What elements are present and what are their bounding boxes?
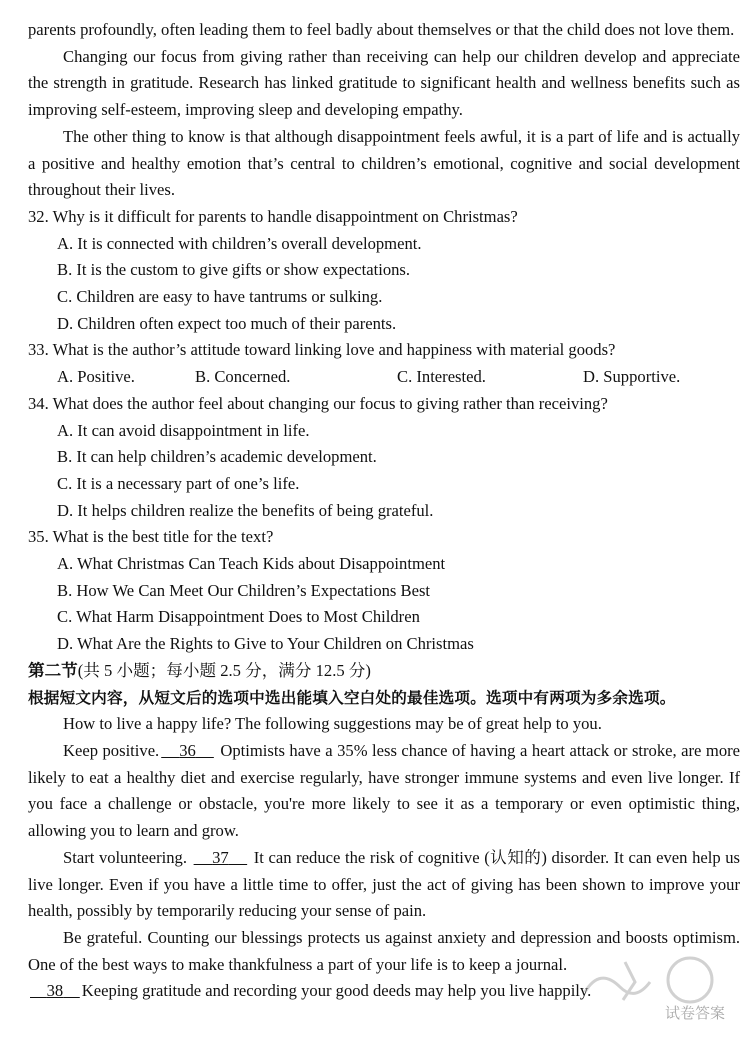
passage2-intro: How to live a happy life? The following suggestions may be of great help to you. xyxy=(63,714,602,734)
paragraph-body: It can reduce the risk of cognitive (认知的) disorder. It can even help us live longer. Even if you have a little time to offer, just the act of giving has been shown to improve your health, possibly by temporarily reducing your sense of pain. xyxy=(28,847,741,921)
paragraph-body: Keeping gratitude and recording your good deeds may help you live happily. xyxy=(81,981,592,1001)
question-34-stem: 34. What does the author feel about changing our focus to giving rather than receiving? xyxy=(28,393,608,413)
blank-38-number: 38 xyxy=(46,981,64,1001)
question-34-option-d: D. It helps children realize the benefits of being grateful. xyxy=(57,500,434,520)
passage-paragraph-gratitude: Changing our focus from giving rather than receiving can help our children develop and appreciate the strength in gratitude. Research has linked gratitude to significant health and wellness benefits such as improving self-esteem, improving sleep and developing empathy. xyxy=(28,46,740,120)
blank-38 xyxy=(28,981,82,1000)
question-33-option-c: C. Interested. xyxy=(397,367,486,387)
paragraph-body: Optimists have a 35% less chance of having a heart attack or stroke, are more likely to eat a healthy diet and exercise regularly, have stronger immune systems and even live longer. If you face a challenge or obstacle, you're more likely to see it as a temporary or even optimistic thing, allowing you to learn and grow. xyxy=(28,740,741,841)
paragraph-lead: Keep positive. xyxy=(63,740,160,760)
question-35-option-d: D. What Are the Rights to Give to Your Children on Christmas xyxy=(57,634,474,654)
paragraph-lead: Start volunteering. xyxy=(63,847,187,867)
section-heading-title: 第二节 xyxy=(28,660,78,680)
passage-paragraph-continued: parents profoundly, often leading them to feel badly about themselves or that the child does not love them. xyxy=(28,20,735,39)
question-32-option-d: D. Children often expect too much of their parents. xyxy=(57,313,397,333)
question-35-option-b: B. How We Can Meet Our Children’s Expectations Best xyxy=(57,580,431,600)
question-32-option-c: C. Children are easy to have tantrums or sulking. xyxy=(57,287,383,307)
blank-36 xyxy=(159,741,216,760)
question-32-option-b: B. It is the custom to give gifts or show expectations. xyxy=(57,260,411,280)
question-33-option-b: B. Concerned. xyxy=(195,367,291,387)
passage-paragraph-disappointment: The other thing to know is that although disappointment feels awful, it is a part of life and is actually a positive and healthy emotion that’s central to children’s emotional, cognitive and social development throughout their lives. xyxy=(28,126,740,200)
passage2-paragraph-grateful: Be grateful. Counting our blessings protects us against anxiety and depression and boosts optimism. One of the best ways to make thankfulness a part of your life is to keep a journal. xyxy=(28,927,740,974)
section-heading-scoring: (共 5 小题；每小题 2.5 分，满分 12.5 分) xyxy=(77,660,371,680)
question-35-option-a: A. What Christmas Can Teach Kids about Disappointment xyxy=(57,554,446,574)
passage2-paragraph-volunteering xyxy=(28,845,740,925)
question-34-option-a: A. It can avoid disappointment in life. xyxy=(57,420,310,440)
section-instruction: 根据短文内容，从短文后的选项中选出能填入空白处的最佳选项。选项中有两项为多余选项。 xyxy=(28,688,676,707)
watermark-icon xyxy=(565,952,740,1027)
question-32-option-a: A. It is connected with children’s overall development. xyxy=(57,233,422,253)
exam-page xyxy=(28,17,740,1005)
blank-37-number: 37 xyxy=(212,847,229,867)
question-35-option-c: C. What Harm Disappointment Does to Most Children xyxy=(57,607,420,627)
blank-37 xyxy=(192,848,250,867)
section-heading xyxy=(28,658,740,685)
question-32-stem: 32. Why is it difficult for parents to handle disappointment on Christmas? xyxy=(28,206,518,226)
passage2-paragraph-positive xyxy=(28,738,740,845)
question-34-option-c: C. It is a necessary part of one’s life. xyxy=(57,473,300,493)
question-34-option-b: B. It can help children’s academic development. xyxy=(57,447,377,467)
question-33-stem: 33. What is the author’s attitude toward linking love and happiness with material goods? xyxy=(28,340,616,360)
blank-36-number: 36 xyxy=(179,740,196,760)
question-33-options xyxy=(57,364,740,391)
watermark-text: 试卷答案 xyxy=(665,1004,726,1022)
question-35-stem: 35. What is the best title for the text? xyxy=(28,527,274,547)
watermark-logo xyxy=(565,952,740,1027)
question-33-option-d: D. Supportive. xyxy=(583,367,681,387)
question-33-option-a: A. Positive. xyxy=(57,367,135,387)
